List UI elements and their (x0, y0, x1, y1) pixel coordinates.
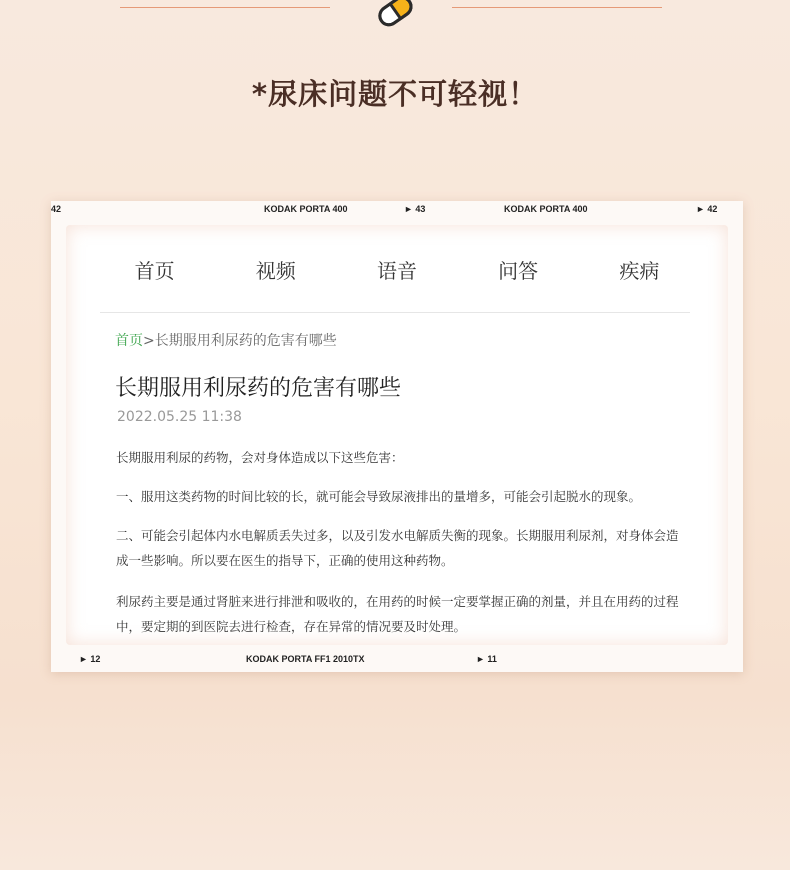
film-brand-label: KODAK PORTA 400 (504, 204, 588, 214)
pill-capsule-icon (374, 0, 418, 28)
film-frame-number: ► 12 (79, 654, 101, 664)
breadcrumb-current: 长期服用利尿药的危害有哪些 (154, 333, 337, 349)
film-frame-number: ► 42 (696, 204, 718, 214)
article-paragraph: 利尿药主要是通过肾脏来进行排泄和吸收的，在用药的时候一定要掌握正确的剂量，并且在用药的过程中，要定期的到医院去进行检查，存在异常的情况要及时处理。 (116, 594, 679, 634)
page-headline: *尿床问题不可轻视！ (251, 77, 539, 111)
film-frame-number: ► 43 (404, 204, 426, 214)
decorative-line-left (120, 7, 330, 8)
article-paragraph: 长期服用利尿的药物，会对身体造成以下这些危害： (116, 450, 404, 465)
nav-item-audio[interactable]: 语音 (376, 259, 417, 283)
film-frame (51, 201, 743, 672)
film-frame-number: ► 11 (476, 654, 497, 664)
nav-divider (100, 312, 690, 313)
nav-item-home[interactable]: 首页 (134, 259, 175, 283)
film-brand-label: KODAK PORTA FF1 2010TX (246, 654, 365, 664)
top-nav (66, 255, 728, 295)
article-paragraph: 二、可能会引起体内水电解质丢失过多，以及引发水电解质失衡的现象。长期服用利尿剂，对身体会造成一些影响。所以要在医生的指导下，正确的使用这种药物。 (116, 528, 679, 568)
webpage-screenshot (66, 225, 728, 645)
article-date: 2022.05.25 11:38 (117, 409, 242, 425)
nav-item-disease[interactable]: 疾病 (619, 259, 660, 283)
film-frame-number: 42 (51, 204, 62, 214)
article-paragraph: 一、服用这类药物的时间比较的长，就可能会导致尿液排出的量增多，可能会引起脱水的现象。 (116, 489, 642, 504)
nav-item-qa[interactable]: 问答 (498, 259, 539, 283)
breadcrumb-home-link[interactable]: 首页 (115, 333, 143, 349)
breadcrumb-separator: > (143, 333, 155, 349)
film-brand-label: KODAK PORTA 400 (264, 204, 348, 214)
decorative-line-right (452, 7, 662, 8)
article-title: 长期服用利尿药的危害有哪些 (115, 376, 402, 401)
nav-item-video[interactable]: 视频 (255, 259, 296, 283)
breadcrumb (115, 330, 337, 350)
